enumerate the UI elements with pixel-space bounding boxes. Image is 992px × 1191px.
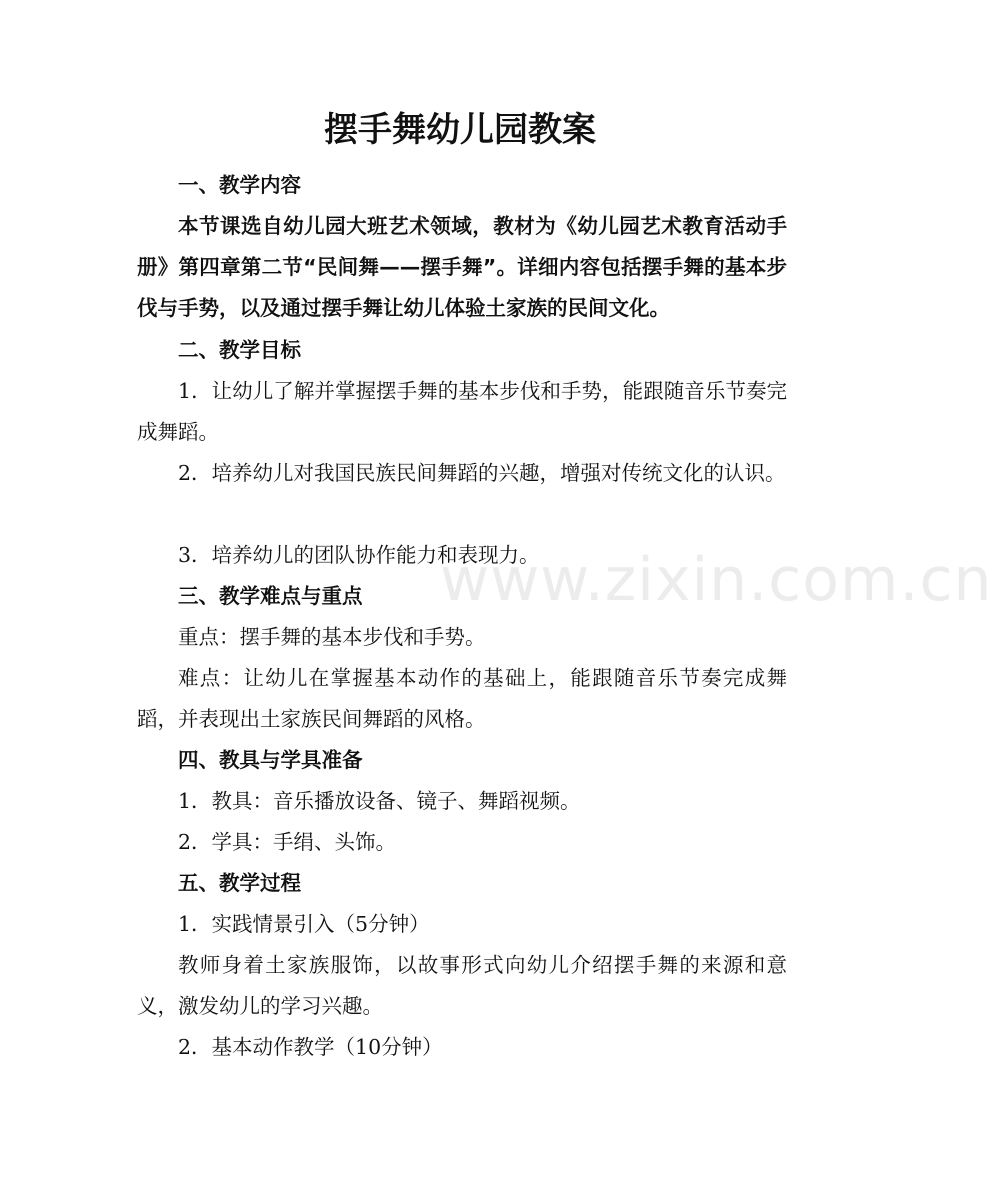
section-heading-key-points: 三、教学难点与重点 <box>178 584 363 608</box>
process-step-1: 1．实践情景引入（5分钟） <box>178 912 430 936</box>
section-heading-process: 五、教学过程 <box>178 871 301 895</box>
key-point: 重点：摆手舞的基本步伐和手势。 <box>178 625 486 649</box>
materials-item-2: 2．学具：手绢、头饰。 <box>178 830 397 854</box>
watermark: www.zixin.com.cn <box>440 545 992 615</box>
goal-item-1: 1．让幼儿了解并掌握摆手舞的基本步伐和手势，能跟随音乐节奏完成舞蹈。 <box>137 379 787 444</box>
section-heading-goals: 二、教学目标 <box>178 338 301 362</box>
section-heading-content: 一、教学内容 <box>178 173 301 197</box>
goal-item-2: 2．培养幼儿对我国民族民间舞蹈的兴趣，增强对传统文化的认识。 <box>178 461 786 485</box>
goal-item-3: 3．培养幼儿的团队协作能力和表现力。 <box>178 543 540 567</box>
process-step-1-body: 教师身着土家族服饰，以故事形式向幼儿介绍摆手舞的来源和意义，激发幼儿的学习兴趣。 <box>137 953 787 1018</box>
section-body-content: 本节课选自幼儿园大班艺术领域，教材为《幼儿园艺术教育活动手册》第四章第二节“民间舞——摆手舞”。详细内容包括摆手舞的基本步伐与手势，以及通过摆手舞让幼儿体验土家族的民间文化。 <box>137 214 787 320</box>
process-step-2: 2．基本动作教学（10分钟） <box>178 1035 443 1059</box>
materials-item-1: 1．教具：音乐播放设备、镜子、舞蹈视频。 <box>178 789 581 813</box>
document-title: 摆手舞幼儿园教案 <box>324 110 596 150</box>
section-heading-materials: 四、教具与学具准备 <box>178 748 363 772</box>
difficulty-point: 难点：让幼儿在掌握基本动作的基础上，能跟随音乐节奏完成舞蹈，并表现出土家族民间舞蹈的风格。 <box>137 666 787 731</box>
